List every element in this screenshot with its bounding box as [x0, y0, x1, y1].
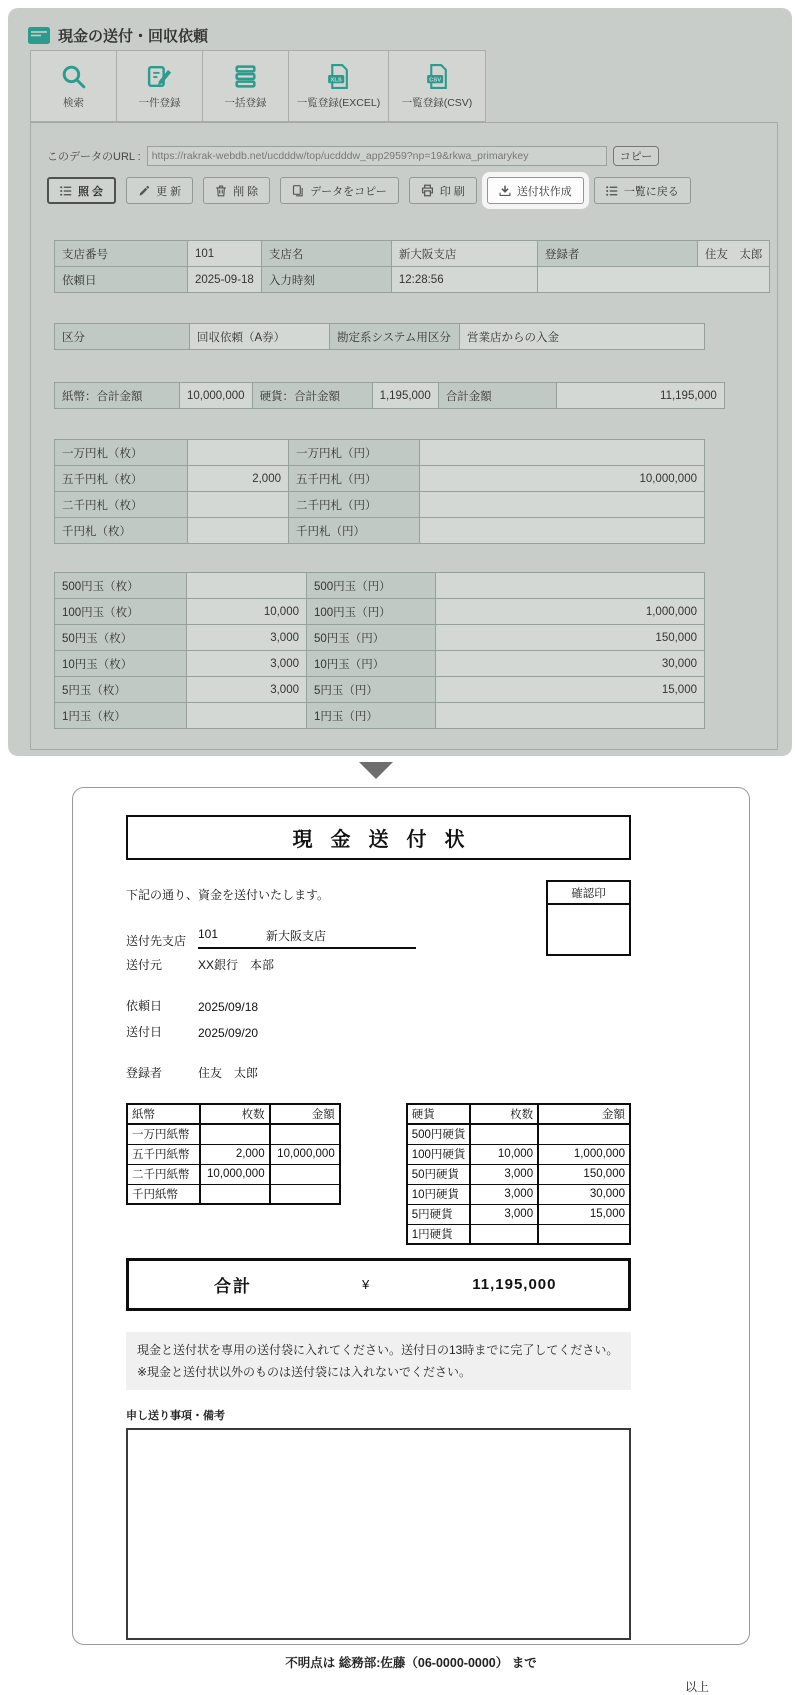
- toolbar-label: 一覧登録(CSV): [401, 96, 473, 109]
- grand-total-value-cell: 11,195,000: [556, 383, 724, 409]
- record-detail-area: [30, 122, 778, 750]
- coin-amount-label-cell: 100円玉（円）: [307, 599, 436, 625]
- bill-count-value-cell: [188, 518, 289, 544]
- table-row: [127, 1164, 340, 1184]
- bill-amount-cell: [270, 1124, 340, 1144]
- coin-amount-label-cell: 50円玉（円）: [307, 625, 436, 651]
- coin-amount-value-cell: [436, 573, 705, 599]
- table-row: [55, 599, 705, 625]
- send-date-label: 送付日: [126, 1025, 163, 1039]
- table-row: [407, 1204, 630, 1224]
- table-row: [127, 1144, 340, 1164]
- sender-value: XX銀行 本部: [198, 958, 275, 972]
- coin-amount-value-cell: 30,000: [436, 651, 705, 677]
- memo-label: 申し送り事項・備考: [126, 1410, 225, 1422]
- coin-count-value-cell: 3,000: [187, 651, 307, 677]
- coin-amount-value-cell: 150,000: [436, 625, 705, 651]
- request-date-value-cell: 2025-09-18: [188, 267, 262, 293]
- bill-amount-cell: [270, 1184, 340, 1204]
- coin-name-cell: 100円硬貨: [407, 1144, 471, 1164]
- bills-total-value-cell: 10,000,000: [180, 383, 253, 409]
- contact-note: 不明点は 総務部:佐藤（06-0000-0000） まで: [285, 1656, 537, 1670]
- list-icon: [606, 185, 618, 197]
- closing-text: 以上: [684, 1680, 709, 1694]
- bill-count-label-cell: 二千円札（枚）: [55, 492, 188, 518]
- doc-title-box: [126, 815, 631, 860]
- count-header: 枚数: [200, 1104, 270, 1124]
- coin-count-cell: 3,000: [470, 1164, 538, 1184]
- download-icon: [499, 184, 511, 197]
- system-category-value-cell: 営業店からの入金: [460, 324, 705, 350]
- confirmation-stamp-box: [546, 880, 631, 956]
- total-value: 11,195,000: [472, 1276, 557, 1293]
- copy-icon: [292, 184, 304, 197]
- notice-line: ※現金と送付状以外のものは送付袋には入れないでください。: [137, 1365, 472, 1379]
- dest-branch-value: [198, 927, 416, 949]
- branch-no-value-cell: 101: [188, 241, 262, 267]
- coin-amount-cell: 30,000: [538, 1184, 630, 1204]
- registrant-label-cell: 登録者: [537, 241, 697, 267]
- action-button-row: [47, 177, 777, 204]
- record-header-table: [54, 240, 770, 293]
- sender-row: [126, 956, 631, 973]
- registrant-row: [126, 1064, 631, 1081]
- toolbar-label: 一括登録: [224, 96, 267, 109]
- coin-name-cell: 10円硬貨: [407, 1184, 471, 1204]
- total-currency-symbol: ¥: [362, 1277, 370, 1292]
- coins-total-label-cell: 硬貨：合計金額: [252, 383, 372, 409]
- button-label: データをコピー: [310, 185, 387, 198]
- button-label: 削 除: [233, 185, 259, 198]
- totals-table: [54, 382, 725, 409]
- bill-count-label-cell: 一万円札（枚）: [55, 440, 188, 466]
- branch-no-label-cell: 支店番号: [55, 241, 188, 267]
- bill-amount-label-cell: 二千円札（円）: [289, 492, 420, 518]
- coin-name-cell: 500円硬貨: [407, 1124, 471, 1144]
- bill-amount-value-cell: [420, 492, 705, 518]
- toolbar-list-register-excel-button[interactable]: [289, 51, 389, 121]
- button-label: 照 会: [78, 185, 104, 198]
- bill-count-label-cell: 千円札（枚）: [55, 518, 188, 544]
- coins-header: 硬貨: [407, 1104, 471, 1124]
- toolbar-single-register-button[interactable]: [117, 51, 203, 121]
- grand-total-box: [126, 1258, 631, 1311]
- send-date-value: 2025/09/20: [198, 1026, 259, 1040]
- coin-count-cell: 3,000: [470, 1184, 538, 1204]
- button-label: 印 刷: [439, 185, 465, 198]
- coin-count-label-cell: 5円玉（枚）: [55, 677, 187, 703]
- edit-document-icon: [146, 63, 173, 90]
- table-row: [55, 573, 705, 599]
- coin-amount-cell: 15,000: [538, 1204, 630, 1224]
- memo-box: [126, 1428, 631, 1640]
- doc-bills-table: [126, 1103, 341, 1205]
- coin-count-value-cell: [187, 703, 307, 729]
- registrant-label: 登録者: [126, 1066, 163, 1080]
- url-bar: [47, 145, 777, 167]
- table-header-row: [127, 1104, 340, 1124]
- coin-name-cell: 50円硬貨: [407, 1164, 471, 1184]
- coin-count-label-cell: 500円玉（枚）: [55, 573, 187, 599]
- bill-count-label-cell: 五千円札（枚）: [55, 466, 188, 492]
- search-icon: [60, 63, 87, 90]
- coin-amount-cell: 1,000,000: [538, 1144, 630, 1164]
- bills-header: 紙幣: [127, 1104, 200, 1124]
- delete-button[interactable]: [203, 177, 270, 204]
- copy-url-button[interactable]: コピー: [613, 146, 660, 166]
- update-button[interactable]: [126, 177, 193, 204]
- bill-amount-cell: 10,000,000: [270, 1144, 340, 1164]
- list-icon: [60, 185, 72, 197]
- coin-name-cell: 5円硬貨: [407, 1204, 471, 1224]
- table-row: [407, 1124, 630, 1144]
- category-value-cell: 回収依頼（A券）: [190, 324, 330, 350]
- create-slip-button[interactable]: [487, 177, 584, 204]
- coin-count-cell: 10,000: [470, 1144, 538, 1164]
- toolbar-bulk-register-button[interactable]: [203, 51, 289, 121]
- back-to-list-button[interactable]: [594, 177, 691, 204]
- toolbar-label: 検索: [63, 96, 84, 109]
- bill-amount-label-cell: 一万円札（円）: [289, 440, 420, 466]
- trash-icon: [215, 184, 227, 197]
- coin-amount-label-cell: 5円玉（円）: [307, 677, 436, 703]
- coin-counts-table: [54, 572, 705, 729]
- bill-count-cell: [200, 1184, 270, 1204]
- sender-label: 送付元: [126, 958, 163, 972]
- bill-amount-label-cell: 五千円札（円）: [289, 466, 420, 492]
- button-label: 更 新: [156, 185, 182, 198]
- bill-name-cell: 千円紙幣: [127, 1184, 200, 1204]
- category-table: [54, 323, 705, 350]
- coin-amount-label-cell: 500円玉（円）: [307, 573, 436, 599]
- coin-count-cell: [470, 1224, 538, 1244]
- bill-count-value-cell: [188, 440, 289, 466]
- doc-intro-text: 下記の通り、資金を送付いたします。: [126, 888, 330, 902]
- bill-count-value-cell: [188, 492, 289, 518]
- bill-count-cell: 2,000: [200, 1144, 270, 1164]
- registrant-value-cell: 住友 太郎: [697, 241, 770, 267]
- coin-count-cell: 3,000: [470, 1204, 538, 1224]
- table-row: [55, 492, 705, 518]
- doc-coins-table: [406, 1103, 631, 1245]
- print-button[interactable]: [409, 177, 477, 204]
- coin-amount-cell: [538, 1124, 630, 1144]
- table-row: [55, 466, 705, 492]
- bill-count-value-cell: 2,000: [188, 466, 289, 492]
- button-label: 送付状作成: [516, 185, 572, 198]
- coins-total-value-cell: 1,195,000: [372, 383, 438, 409]
- svg-text:XLS: XLS: [330, 76, 342, 83]
- request-date-label: 依頼日: [126, 999, 163, 1013]
- toolbar-list-register-csv-button[interactable]: [389, 51, 485, 121]
- send-date-row: [126, 1023, 631, 1040]
- printer-icon: [421, 184, 434, 197]
- coin-amount-value-cell: 15,000: [436, 677, 705, 703]
- bill-name-cell: 五千円紙幣: [127, 1144, 200, 1164]
- input-time-label-cell: 入力時刻: [261, 267, 391, 293]
- main-toolbar: [30, 50, 486, 122]
- table-row: [407, 1184, 630, 1204]
- app-header: [8, 8, 792, 50]
- record-url-field[interactable]: https://rakrak-webdb.net/ucdddw/top/ucdddw_app2959?np=19&rkwa_primarykey: [147, 146, 607, 166]
- button-label: 一覧に戻る: [623, 185, 679, 198]
- csv-file-icon: [424, 63, 451, 90]
- system-category-label-cell: 勘定系システム用区分: [330, 324, 460, 350]
- doc-title: 現金送付状: [292, 829, 483, 851]
- table-row: [55, 440, 705, 466]
- section-separator-arrow-icon: [359, 762, 393, 779]
- bills-total-label-cell: 紙幣：合計金額: [55, 383, 180, 409]
- amount-header: 金額: [538, 1104, 630, 1124]
- coin-name-cell: 1円硬貨: [407, 1224, 471, 1244]
- record-extra-field[interactable]: [537, 267, 770, 293]
- count-header: 枚数: [470, 1104, 538, 1124]
- grand-total-label-cell: 合計金額: [438, 383, 556, 409]
- coin-count-value-cell: [187, 573, 307, 599]
- xls-file-icon: [325, 63, 352, 90]
- category-label-cell: 区分: [55, 324, 190, 350]
- coin-amount-label-cell: 1円玉（円）: [307, 703, 436, 729]
- stamp-label: 確認印: [548, 882, 629, 905]
- table-row: [55, 625, 705, 651]
- table-row: [127, 1124, 340, 1144]
- toolbar-search-button[interactable]: [31, 51, 117, 121]
- request-date-value: 2025/09/18: [198, 1000, 259, 1014]
- table-header-row: [407, 1104, 630, 1124]
- bill-amount-value-cell: [420, 440, 705, 466]
- bill-name-cell: 一万円紙幣: [127, 1124, 200, 1144]
- coin-count-value-cell: 3,000: [187, 677, 307, 703]
- branch-name-value-cell: 新大阪支店: [391, 241, 537, 267]
- coin-amount-value-cell: 1,000,000: [436, 599, 705, 625]
- coin-amount-cell: 150,000: [538, 1164, 630, 1184]
- copy-data-button[interactable]: [280, 177, 399, 204]
- bill-amount-cell: [270, 1164, 340, 1184]
- bill-amount-value-cell: [420, 518, 705, 544]
- table-row: [407, 1144, 630, 1164]
- url-label: このデータのURL :: [47, 151, 141, 163]
- coin-amount-label-cell: 10円玉（円）: [307, 651, 436, 677]
- coin-amount-value-cell: [436, 703, 705, 729]
- request-date-label-cell: 依頼日: [55, 267, 188, 293]
- coin-count-cell: [470, 1124, 538, 1144]
- request-date-row: [126, 997, 631, 1014]
- dest-branch-label: 送付先支店: [126, 934, 187, 948]
- table-row: [127, 1184, 340, 1204]
- stacked-list-icon: [232, 63, 259, 90]
- table-row: [407, 1224, 630, 1244]
- notice-box: [126, 1332, 631, 1390]
- dest-branch-name: 新大阪支店: [266, 929, 327, 943]
- dest-branch-no: 101: [198, 927, 219, 941]
- bill-count-cell: [200, 1124, 270, 1144]
- coin-count-label-cell: 50円玉（枚）: [55, 625, 187, 651]
- page-title: 現金の送付・回収依頼: [58, 28, 209, 45]
- coin-count-value-cell: 3,000: [187, 625, 307, 651]
- coin-count-label-cell: 10円玉（枚）: [55, 651, 187, 677]
- bill-counts-table: [54, 439, 705, 544]
- bill-count-cell: 10,000,000: [200, 1164, 270, 1184]
- table-row: [55, 651, 705, 677]
- svg-text:CSV: CSV: [428, 76, 441, 83]
- inquiry-button[interactable]: [47, 177, 116, 204]
- coin-count-label-cell: 1円玉（枚）: [55, 703, 187, 729]
- notice-line: 現金と送付状を専用の送付袋に入れてください。送付日の13時までに完了してください。: [137, 1343, 619, 1357]
- total-label: 合計: [214, 1277, 252, 1296]
- input-time-value-cell: 12:28:56: [391, 267, 537, 293]
- registrant-value: 住友 太郎: [198, 1066, 259, 1080]
- pencil-icon: [138, 185, 150, 197]
- bill-name-cell: 二千円紙幣: [127, 1164, 200, 1184]
- bill-amount-label-cell: 千円札（円）: [289, 518, 420, 544]
- app-table-icon: [28, 27, 50, 44]
- table-row: [55, 703, 705, 729]
- bill-amount-value-cell: 10,000,000: [420, 466, 705, 492]
- toolbar-label: 一件登録: [138, 96, 181, 109]
- table-row: [55, 677, 705, 703]
- coin-amount-cell: [538, 1224, 630, 1244]
- table-row: [407, 1164, 630, 1184]
- coin-count-label-cell: 100円玉（枚）: [55, 599, 187, 625]
- amount-header: 金額: [270, 1104, 340, 1124]
- branch-name-label-cell: 支店名: [261, 241, 391, 267]
- cash-slip-preview-card: [72, 787, 750, 1694]
- table-row: [55, 518, 705, 544]
- toolbar-label: 一覧登録(EXCEL): [296, 96, 381, 109]
- coin-count-value-cell: 10,000: [187, 599, 307, 625]
- app-panel: [8, 8, 792, 756]
